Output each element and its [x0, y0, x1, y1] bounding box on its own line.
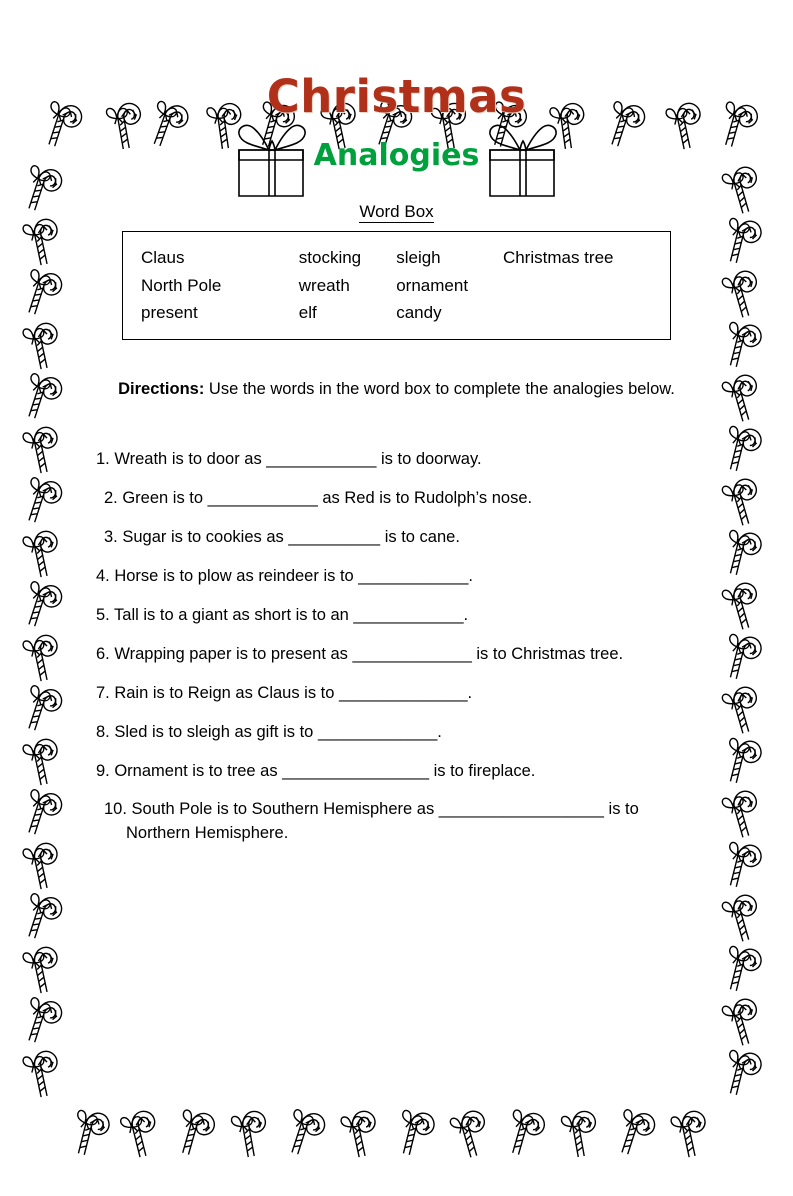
- word-box-row: [141, 244, 670, 272]
- directions: [80, 377, 713, 403]
- candy-cane-icon: [716, 989, 773, 1051]
- candy-cane-icon: [278, 1100, 336, 1163]
- candy-cane-icon: [716, 937, 771, 998]
- candy-cane-icon: [64, 1101, 119, 1162]
- word-box-cell: elf: [298, 303, 317, 323]
- page-subtitle: Analogies: [313, 138, 480, 173]
- word-box-heading-text: Word Box: [359, 202, 434, 221]
- word-box-cell: North Pole: [141, 275, 222, 295]
- word-box-cell: Christmas tree: [502, 248, 614, 267]
- candy-cane-icon: [169, 1101, 226, 1163]
- gift-box-icon: [225, 116, 317, 204]
- worksheet-content: [0, 70, 793, 846]
- question-item-line1: 10. South Pole is to Southern Hemisphere as __________________ is to: [104, 800, 639, 819]
- directions-text: Use the words in the word box to complete the analogies below.: [204, 379, 675, 398]
- candy-cane-icon: [716, 1041, 771, 1102]
- word-box-cell: ornament: [396, 275, 469, 295]
- candy-cane-icon: [444, 1101, 501, 1163]
- candy-cane-icon: [608, 1100, 666, 1163]
- word-box-cell: Claus: [141, 248, 185, 267]
- candy-cane-icon: [665, 1102, 719, 1162]
- word-box-cell: [503, 272, 670, 300]
- word-box-cell: stocking: [298, 248, 362, 267]
- question-item: 8. Sled is to sleigh as gift is to _____________.: [96, 722, 442, 741]
- candy-cane-icon: [17, 1042, 71, 1102]
- candy-cane-icon: [114, 1101, 169, 1162]
- word-box-row: [141, 299, 670, 327]
- question-item: 5. Tall is to a giant as short is to an ____________.: [96, 605, 469, 624]
- candy-cane-icon: [716, 885, 773, 947]
- candy-cane-icon: [389, 1101, 444, 1162]
- candy-cane-icon: [15, 884, 73, 947]
- question-item-line2: Northern Hemisphere.: [126, 824, 289, 843]
- word-box-cell: wreath: [298, 275, 350, 295]
- candy-cane-icon: [335, 1102, 389, 1162]
- question-item: 7. Rain is to Reign as Claus is to ______________.: [96, 683, 473, 702]
- word-box-heading: [80, 202, 713, 222]
- word-box-row: [141, 272, 670, 300]
- candy-cane-icon: [499, 1101, 556, 1163]
- question-item: 6. Wrapping paper is to present as _____________ is to Christmas tree.: [96, 644, 624, 663]
- candy-cane-icon: [15, 988, 73, 1051]
- question-item: [86, 798, 713, 846]
- word-box: [122, 231, 671, 340]
- page-title: Christmas: [266, 70, 527, 123]
- word-box-cell: [503, 299, 670, 327]
- gift-box-icon: [476, 116, 568, 204]
- directions-label: Directions:: [118, 379, 205, 398]
- question-item: 3. Sugar is to cookies as __________ is to cane.: [104, 528, 460, 546]
- word-box-cell: sleigh: [396, 248, 441, 267]
- worksheet-page: [0, 70, 793, 1196]
- question-item: 2. Green is to ____________ as Red is to Rudolph’s nose.: [104, 489, 533, 508]
- question-item: 4. Horse is to plow as reindeer is to ____________.: [96, 566, 473, 585]
- candy-cane-icon: [17, 938, 71, 998]
- candy-cane-icon: [556, 1103, 608, 1162]
- candy-cane-icon: [226, 1103, 278, 1162]
- question-item: 1. Wreath is to door as ____________ is to doorway.: [96, 450, 482, 469]
- word-box-cell: present: [141, 303, 198, 323]
- question-list: [80, 448, 713, 846]
- question-item: 9. Ornament is to tree as ________________ is to fireplace.: [96, 761, 536, 780]
- word-box-cell: candy: [396, 303, 442, 323]
- title-block: [80, 70, 713, 194]
